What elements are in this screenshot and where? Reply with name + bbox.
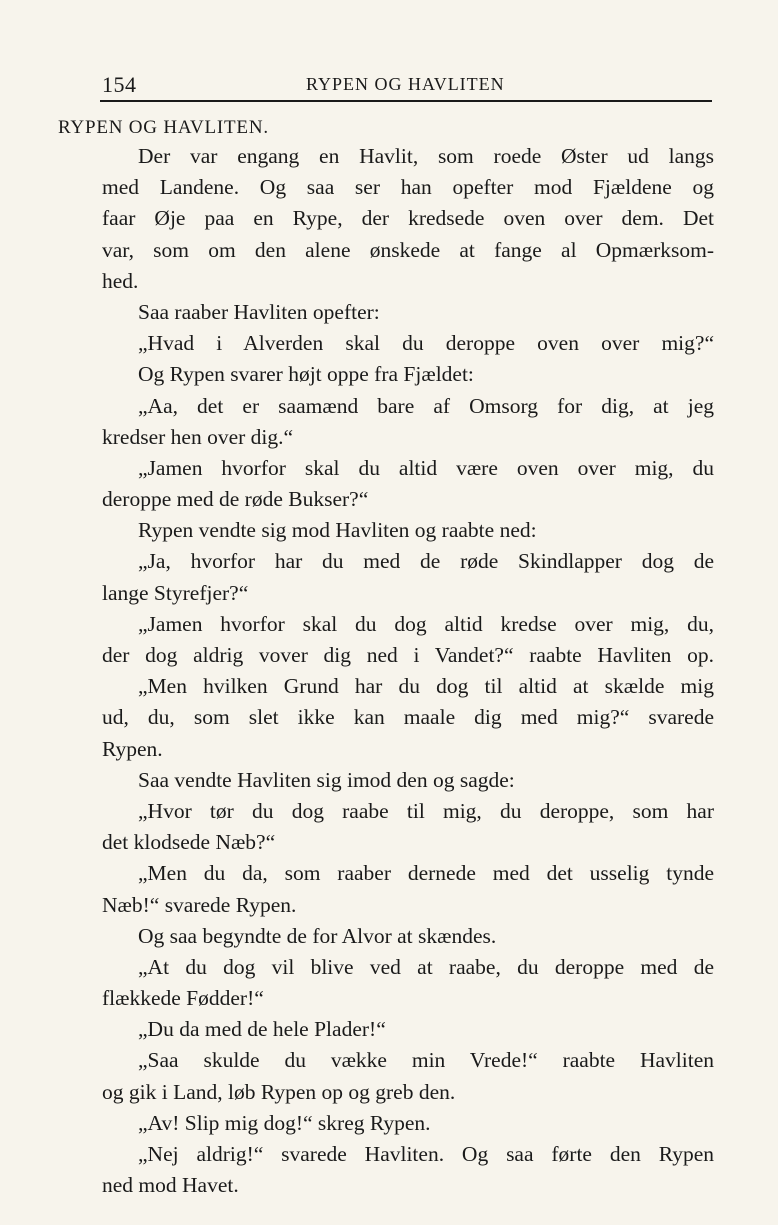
text-line: „Nej aldrig!“ svarede Havliten. Og saa førte den Rypen [138,1142,714,1166]
text-line: ned mod Havet. [102,1173,239,1198]
page-header [100,70,712,102]
text-line: var, som om den alene ønskede at fange al Opmærksom- [102,237,714,262]
text-line: med Landene. Og saa ser han opefter mod Fjældene og [102,175,714,200]
text-line: Og saa begyndte de for Alvor at skændes. [138,923,497,948]
text-line: deroppe med de røde Bukser?“ [102,487,369,512]
text-line: der dog aldrig vover dig ned i Vandet?“ raabte Havliten op. [102,643,714,667]
running-head: RYPEN OG HAVLITEN [306,74,505,94]
text-line: „At du dog vil blive ved at raabe, du deroppe med de [138,954,714,979]
story-body [102,141,714,1201]
text-line: Rypen. [102,736,163,761]
text-line: „Aa, det er saamænd bare af Omsorg for dig, at jeg [138,393,714,418]
page-number: 154 [102,72,137,97]
text-line: „Jamen hvorfor skal du altid være oven over mig, du [138,455,714,480]
text-line: kredser hen over dig.“ [102,424,294,449]
text-line: „Jamen hvorfor skal du dog altid kredse over mig, du, [138,611,714,636]
text-line: lange Styrefjer?“ [102,580,249,605]
text-line: „Saa skulde du vække min Vrede!“ raabte Havliten [138,1048,714,1073]
text-line: Og Rypen svarer højt oppe fra Fjældet: [138,362,474,387]
text-line: Der var engang en Havlit, som roede Øster ud langs [138,144,714,168]
text-line: „Hvor tør du dog raabe til mig, du deroppe, som har [138,798,714,823]
text-line: ud, du, som slet ikke kan maale dig med mig?“ svarede [102,705,714,730]
text-line: flækkede Fødder!“ [102,986,264,1011]
text-line: Saa raaber Havliten opefter: [138,299,380,324]
text-line: faar Øje paa en Rype, der kredsede oven over dem. Det [102,206,714,231]
text-line: det klodsede Næb?“ [102,830,276,855]
text-line: „Av! Slip mig dog!“ skreg Rypen. [138,1110,431,1135]
text-line: Rypen vendte sig mod Havliten og raabte ned: [138,518,537,543]
text-line: „Men du da, som raaber dernede med det usselig tynde [138,861,714,886]
text-line: „Hvad i Alverden skal du deroppe oven over mig?“ [138,331,714,356]
text-line: „Ja, hvorfor har du med de røde Skindlapper dog de [138,549,714,574]
text-line: Saa vendte Havliten sig imod den og sagde: [138,767,515,792]
text-line: og gik i Land, løb Rypen op og greb den. [102,1079,456,1104]
text-line: Næb!“ svarede Rypen. [102,892,297,917]
chapter-title: RYPEN OG HAVLITEN. [58,117,269,138]
text-line: „Du da med de hele Plader!“ [138,1017,386,1042]
text-line: „Men hvilken Grund har du dog til altid at skælde mig [138,674,714,699]
text-line: hed. [102,268,139,293]
